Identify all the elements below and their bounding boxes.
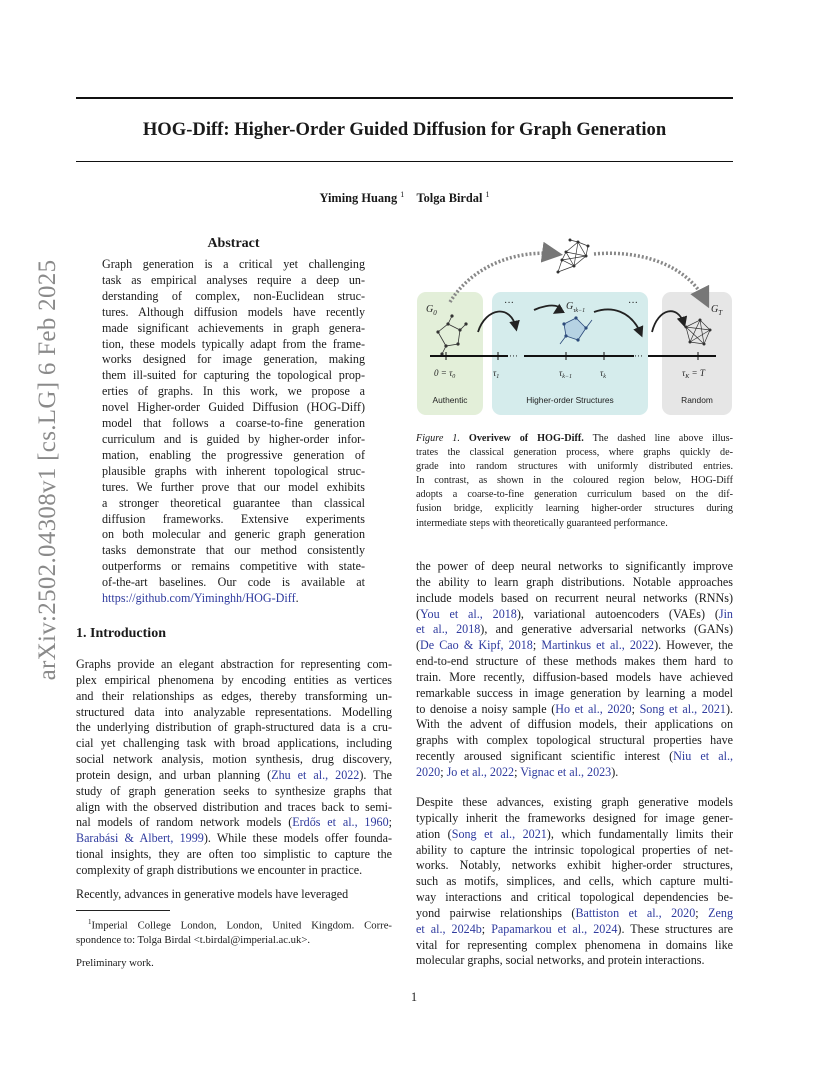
text-line: vital for representing complex phenomena in domains like [416, 937, 733, 952]
text-fragment: ), and generative adversarial networks (GANs) [480, 622, 733, 637]
footnote-mark: 1 [88, 918, 92, 926]
text-line [416, 749, 733, 765]
arxiv-side-stamp: arXiv:2502.04308v1 [cs.LG] 6 Feb 2025 [34, 259, 61, 681]
text-fragment: ; [388, 815, 392, 830]
text-line: ability to capture the intrinsic topological properties of net- [416, 842, 733, 857]
citation-link[interactable]: Song et al., 2021 [639, 701, 726, 716]
text-line: graphs with complex topological structural properties have [416, 733, 733, 748]
abstract-line: plausible graphs with inherent topological struc- [102, 463, 365, 478]
text-line: include models based on recurrent neural networks (RNNs) [416, 590, 733, 605]
preliminary-note: Preliminary work. [76, 957, 154, 969]
text-fragment: protein design, and urban planning ( [76, 767, 272, 782]
abstract-line: on both molecular and generic graph generation [102, 527, 365, 542]
text-line: typically inherit the frameworks designed for image gener- [416, 810, 733, 825]
paper-title: HOG-Diff: Higher-Order Guided Diffusion for Graph Generation [142, 119, 667, 140]
caption-line: intermediate steps with theoretically guaranteed performance. [416, 517, 668, 529]
text-fragment: ). However, the [654, 638, 733, 653]
abstract-heading: Abstract [207, 236, 260, 251]
text-line [76, 831, 392, 847]
author-affiliation-mark: 1 [485, 190, 490, 199]
author-list [76, 190, 733, 206]
text-line: et al., 2024b; Papamarkou et al., 2024). These structures are [416, 921, 733, 936]
text-line: train. More recently, diffusion-based models have achieved [416, 669, 733, 684]
text-fragment: . [295, 591, 299, 606]
abstract-body [102, 257, 365, 607]
label-gt: $G_T$ [711, 304, 723, 317]
text-fragment: recently aroused significant scientific interest ( [416, 749, 674, 764]
abstract-line: diffusion frameworks. Extensive experiments [102, 511, 365, 526]
caption-line: trates the classical generation process, where graphs quickly de- [416, 447, 733, 459]
footnote-line [76, 915, 392, 933]
abstract-line: curriculum and is guided by higher-order infor- [102, 431, 365, 446]
text-line: With the advent of diffusion models, their applications on [416, 717, 733, 732]
abstract-line: model that follows a coarse-to-fine generation [102, 416, 365, 431]
text-line: way interactions and critical topological dependencies be- [416, 890, 733, 905]
tick-label-K: $\tau_K = T$ [682, 368, 705, 380]
text-fragment: Imperial College London, London, United Kingdom. Corre- [91, 919, 392, 932]
top-random-graph-nodes [557, 239, 590, 274]
abstract-line: novel Higher-order Guided Diffusion (HOG-Diff) [102, 400, 365, 415]
page-number: 1 [410, 990, 418, 1004]
text-line [416, 827, 733, 843]
abstract-line: mation, enabling the progressive generation of [102, 447, 365, 462]
citation-link[interactable]: Jo et al., 2022 [446, 764, 515, 779]
author-name: Yiming Huang [319, 191, 398, 206]
ellipsis-mark: ··· [628, 298, 638, 309]
footnote-rule [76, 910, 170, 911]
text-line [416, 622, 733, 638]
tick-label-1: $\tau_1$ [493, 368, 500, 380]
text-line: the underlying distribution of graph-structured data is a cru- [76, 720, 392, 735]
top-random-graph [558, 240, 588, 272]
citation-link[interactable]: et al., 2018 [416, 622, 481, 637]
text-line: (You et al., 2018), variational autoencoders (VAEs) (Jin [416, 606, 733, 621]
abstract-line: a stronger theoretical guarantee than classical [102, 495, 365, 510]
abstract-line: erties of graphs. In this work, we propose a [102, 384, 365, 399]
citation-link[interactable]: Niu et al., [673, 749, 733, 764]
caption-line: adopts a coarse-to-fine generation curriculum based on the dif- [416, 489, 733, 501]
caption-title: Overivew of HOG-Diff. [468, 433, 584, 444]
abstract-line: tures. Although diffusion models have recently [102, 304, 365, 319]
caption-line: In contrast, as shown in the coloured region below, HOG-Diff [416, 475, 733, 487]
code-link[interactable]: https://github.com/Yiminghh/HOG-Diff [102, 591, 296, 606]
text-line: align with the observed distribution and traces back to semi- [76, 799, 392, 814]
citation-link[interactable]: Zeng [708, 905, 733, 920]
text-line: tional insights, they are often too simplistic to capture the [76, 847, 392, 862]
abstract-line: made significant achievements in graph genera- [102, 320, 365, 335]
abstract-line: tasks demonstrate that our method consistently [102, 543, 365, 558]
text-line: works. Notably, networks exhibit higher-order structures, [416, 858, 733, 873]
tick-label-k: $\tau_k$ [600, 368, 606, 380]
figure-1-diagram [416, 232, 733, 422]
caption-line [416, 432, 733, 446]
abstract-line: tion, these models typically adapt from the frame- [102, 336, 365, 351]
text-fragment: ). [725, 701, 734, 716]
text-fragment: ). While these models offer founda- [203, 831, 392, 846]
text-line: the ability to learn graph distributions. Notable approaches [416, 574, 733, 589]
figure-1-caption [416, 432, 733, 531]
ellipsis-mark: ··· [509, 351, 518, 361]
text-line: cial yet challenging task with broad applications, including [76, 736, 392, 751]
region-label-random: Random [681, 395, 713, 405]
figure-1 [416, 232, 733, 422]
text-line: molecular graphs, social networks, and protein interactions. [416, 953, 705, 968]
text-line: complexity of graph distributions we encounter in practice. [76, 862, 363, 877]
citation-link[interactable]: et al., 2024b [416, 921, 482, 936]
text-line: such as motifs, simplices, and cells, which capture multi- [416, 874, 733, 889]
abstract-line: Graph generation is a critical yet challenging [102, 257, 365, 271]
abstract-line: tures. We further prove that our model exhibits [102, 479, 365, 494]
abstract-line [102, 591, 365, 607]
region-label-higher-order: Higher-order Structures [526, 395, 614, 405]
text-fragment: The dashed line above illus- [592, 433, 734, 444]
citation-link[interactable]: De Cao & Kipf, 2018 [420, 638, 533, 653]
citation-link[interactable]: Zhu et al., 2022 [271, 767, 360, 782]
text-line: 2020; Jo et al., 2022; Vignac et al., 2023). [416, 764, 619, 779]
text-line: plex empirical phenomena by encoding entities as vertices [76, 672, 392, 687]
tick-label-k-1: $\tau_{k-1}$ [559, 368, 572, 380]
citation-link[interactable]: You et al., 2018 [420, 606, 517, 621]
text-line: to denoise a noisy sample (Ho et al., 2020; Song et al., 2021). [416, 701, 734, 716]
text-line: remarkable success in image generation by learning a model [416, 685, 733, 700]
text-fragment: nal models of random network models ( [76, 815, 293, 830]
citation-link[interactable]: Erdős et al., 1960 [292, 815, 389, 830]
right-paragraph-2 [416, 795, 733, 969]
text-fragment: yond pairwise relationships ( [416, 905, 576, 920]
text-line [76, 815, 392, 831]
text-fragment: ). These structures are [617, 921, 733, 936]
citation-link[interactable]: 2020 [416, 764, 441, 779]
text-line: study of graph generation seeks to synthesize graphs that [76, 783, 392, 798]
caption-label: Figure 1. [416, 433, 460, 444]
abstract-line: of-the-art baselines. Our code is available at [102, 575, 365, 590]
footnote [76, 915, 392, 947]
citation-link[interactable]: Ho et al., 2020 [555, 701, 632, 716]
caption-line: grade into random structures with uniformly distributed entries. [416, 461, 733, 473]
author-affiliation-mark: 1 [400, 190, 405, 199]
citation-link[interactable]: Jin [718, 606, 733, 621]
citation-link[interactable]: Vignac et al., 2023 [520, 764, 612, 779]
ellipsis-mark: ··· [634, 351, 643, 361]
text-fragment: to denoise a noisy sample ( [416, 701, 556, 716]
abstract-line: derstanding of complex, non-Euclidean struc- [102, 288, 365, 303]
text-line: social network analysis, motion synthesis, drug discovery, [76, 752, 392, 767]
abstract-line: works designed for image generation, making [102, 352, 365, 367]
text-fragment: ation ( [416, 826, 452, 841]
text-fragment: ), which fundamentally limits their [546, 826, 733, 841]
top-rule [76, 97, 733, 99]
label-g0: $G_0$ [426, 304, 437, 317]
footnote-line: spondence to: Tolga Birdal <t.birdal@imperial.ac.uk>. [76, 933, 311, 946]
citation-link[interactable]: Song et al., 2021 [451, 826, 547, 841]
text-line: Graphs provide an elegant abstraction for representing com- [76, 657, 392, 671]
text-line: (De Cao & Kipf, 2018; Martinkus et al., 2022). However, the [416, 638, 733, 653]
citation-link[interactable]: Battiston et al., 2020 [575, 905, 696, 920]
ellipsis-mark: ··· [504, 298, 514, 309]
author-name: Tolga Birdal [416, 191, 483, 206]
caption-line: fusion bridge, explicitly learning higher-order structures during [416, 503, 733, 515]
text-line: Despite these advances, existing graph generative models [416, 795, 733, 809]
section-heading-introduction: 1. Introduction [76, 626, 166, 641]
title-bottom-rule [76, 161, 733, 162]
text-line: the power of deep neural networks to significantly improve [416, 559, 733, 573]
text-line [76, 768, 392, 784]
text-line: structured data into analyzable representations. Modelling [76, 704, 392, 719]
region-label-authentic: Authentic [432, 395, 468, 405]
text-fragment: ), variational autoencoders (VAEs) ( [516, 606, 719, 621]
text-line: yond pairwise relationships (Battiston et al., 2020; Zeng [416, 905, 733, 920]
abstract-line: outperforms or remains competitive with state- [102, 559, 365, 574]
label-gmid: $G_{\tau k-1}$ [566, 301, 586, 314]
right-paragraph-1 [416, 559, 733, 781]
intro-paragraph-1 [76, 657, 392, 879]
citation-link[interactable]: Martinkus et al., 2022 [541, 638, 655, 653]
text-line: Recently, advances in generative models have leveraged [76, 887, 349, 901]
text-line: end-to-end structure of these methods makes them hard to [416, 654, 733, 669]
tick-label-0: $0 = \tau_0$ [434, 368, 456, 380]
abstract-line: task as empirical analyses require a deep un- [102, 272, 365, 287]
text-fragment: ). The [359, 767, 392, 782]
abstract-line: them ill-suited for capturing the topological prop- [102, 368, 365, 383]
citation-link[interactable]: Papamarkou et al., 2024 [491, 921, 618, 936]
citation-link[interactable]: Barabási & Albert, 1999 [76, 831, 204, 846]
text-line: and their relationships as edges, thereby transforming un- [76, 688, 392, 703]
intro-paragraph-2 [76, 887, 392, 903]
text-fragment: ). [611, 764, 619, 779]
